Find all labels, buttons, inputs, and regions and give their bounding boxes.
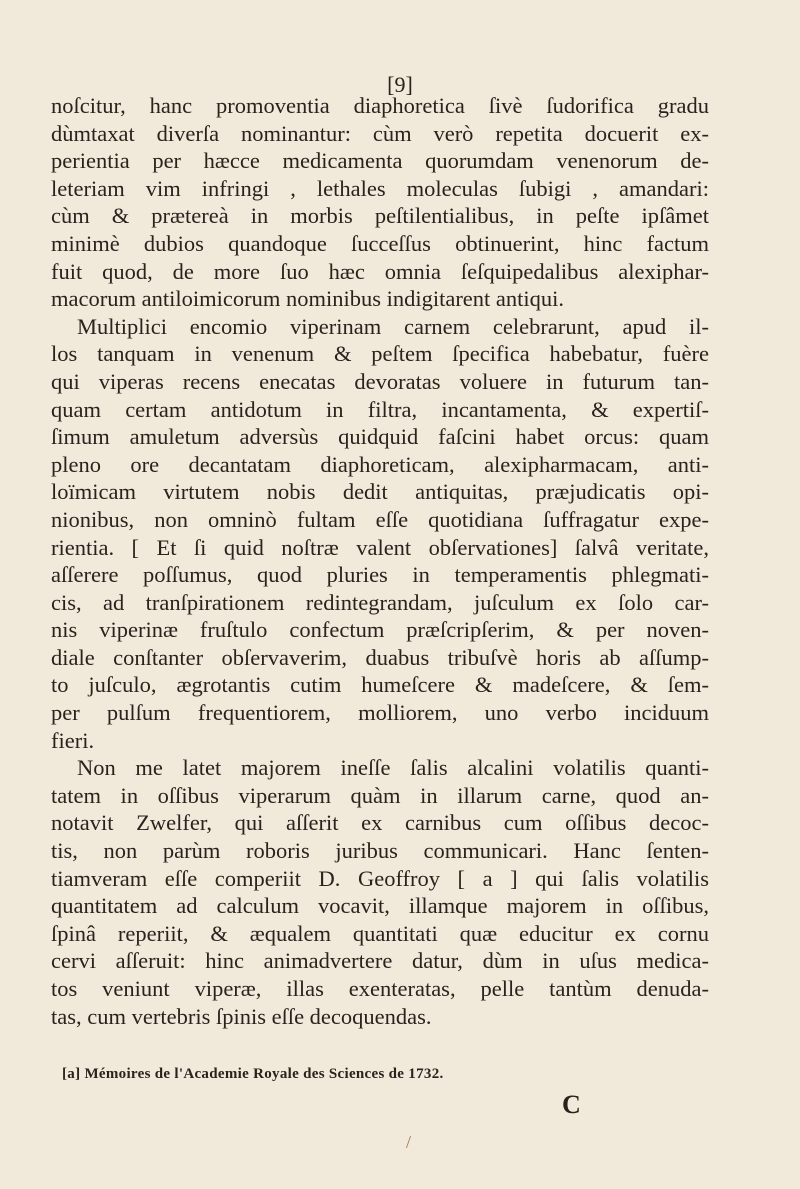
text-line: per pulſum frequentiorem, molliorem, uno verbo inciduum bbox=[51, 700, 709, 726]
text-line: tos veniunt viperæ, illas exenteratas, pelle tantùm denuda- bbox=[51, 976, 709, 1001]
text-line: ſimum amuletum adversùs quidquid faſcini habet orcus: quam bbox=[51, 424, 709, 450]
text-line: tas, cum vertebris ſpinis eſſe decoquendas. bbox=[51, 1003, 432, 1029]
text-line: cervi aſſeruit: hinc animadvertere datur, dùm in uſus medica- bbox=[51, 948, 709, 974]
text-line: qui viperas recens enecatas devoratas voluere in futurum tan- bbox=[51, 368, 709, 394]
text-line: minimè dubios quandoque ſucceſſus obtinuerint, hinc factum bbox=[51, 230, 709, 256]
text-line: macorum antiloimicorum nominibus indigitarent antiqui. bbox=[51, 286, 565, 312]
text-line: loïmicam virtutem nobis dedit antiquitas, præjudicatis opi- bbox=[51, 479, 709, 505]
text-line: aſſerere poſſumus, quod pluries in temperamentis phlegmati- bbox=[51, 562, 709, 588]
text-line: quam certam antidotum in filtra, incantamenta, & expertiſ- bbox=[51, 396, 709, 422]
text-line: to juſculo, ægrotantis cutim humeſcere & madeſcere, & ſem- bbox=[51, 672, 709, 698]
text-line: quantitatem ad calculum vocavit, illamque majorem in oſſibus, bbox=[51, 893, 709, 919]
text-line: leteriam vim infringi , lethales moleculas ſubigi , amandari: bbox=[51, 175, 709, 201]
text-line: los tanquam in venenum & peſtem ſpecifica habebatur, fuère bbox=[51, 341, 709, 367]
text-line: cis, ad tranſpirationem redintegrandam, juſculum ex ſolo car- bbox=[51, 589, 709, 615]
signature-mark: C bbox=[562, 1090, 581, 1119]
text-line: tatem in oſſibus viperarum quàm in illarum carne, quod an- bbox=[51, 782, 709, 808]
text-line: nis viperinæ fruſtulo confectum præſcripſerim, & per noven- bbox=[51, 617, 709, 643]
text-line: perientia per hæcce medicamenta quorumdam venenorum de- bbox=[51, 148, 709, 174]
page-number: [9] bbox=[387, 72, 413, 97]
text-line: rientia. [ Et ſi quid noſtræ valent obſervationes] ſalvâ veritate, bbox=[51, 534, 709, 560]
text-line: Non me latet majorem ineſſe ſalis alcalini volatilis quanti- bbox=[77, 755, 709, 781]
text-line: dùmtaxat diverſa nominantur: cùm verò repetita docuerit ex- bbox=[51, 120, 709, 146]
text-line: notavit Zwelfer, qui aſſerit ex carnibus cum oſſibus decoc- bbox=[51, 810, 709, 836]
text-line: tis, non parùm roboris juribus communicari. Hanc ſenten- bbox=[51, 838, 709, 864]
body-text bbox=[51, 92, 709, 1030]
text-line: fuit quod, de more ſuo hæc omnia ſeſquipedalibus alexiphar- bbox=[51, 258, 709, 284]
text-line: Multiplici encomio viperinam carnem celebrarunt, apud il- bbox=[77, 313, 709, 339]
footnote: [a] Mémoires de l'Academie Royale des Sciences de 1732. bbox=[62, 1066, 444, 1082]
text-line: noſcitur, hanc promoventia diaphoretica ſivè ſudorifica gradu bbox=[51, 93, 709, 118]
text-line: cùm & prætereà in morbis peſtilentialibus, in peſte ipſâmet bbox=[51, 203, 709, 229]
text-line: diale conſtanter obſervaverim, duabus tribuſvè horis ab aſſump- bbox=[51, 644, 709, 670]
text-line: pleno ore decantatam diaphoreticam, alexipharmacam, anti- bbox=[51, 451, 709, 477]
text-line: tiamveram eſſe comperiit D. Geoffroy [ a ] qui ſalis volatilis bbox=[51, 865, 709, 891]
text-line: fieri. bbox=[51, 727, 95, 753]
text-line: nionibus, non omninò fultam eſſe quotidiana ſuffragatur expe- bbox=[51, 506, 709, 532]
ink-stroke-mark: / bbox=[406, 1132, 412, 1152]
text-line: ſpinâ reperiit, & æqualem quantitati quæ educitur ex cornu bbox=[51, 920, 709, 946]
